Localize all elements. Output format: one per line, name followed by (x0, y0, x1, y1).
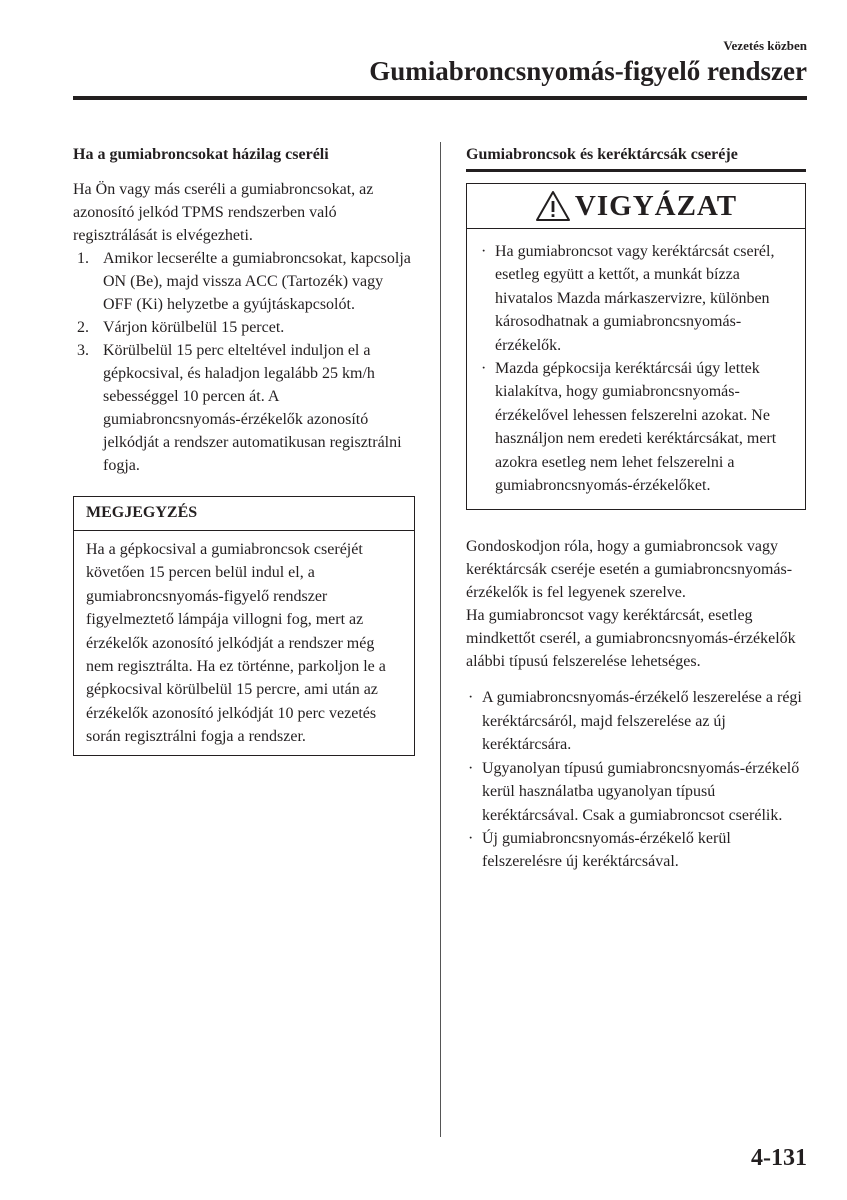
option-item (466, 827, 806, 874)
bullet-icon: · (468, 759, 474, 777)
option-item-text: Új gumiabroncsnyomás-érzékelő kerül felszerelésre új keréktárcsával. (482, 829, 731, 871)
option-item-text: A gumiabroncsnyomás-érzékelő leszerelése a régi keréktárcsáról, majd felszerelése az új keréktárcsára. (482, 689, 802, 754)
step-text: Körülbelül 15 perc elteltével induljon el a gépkocsival, és haladjon legalább 25 km/h sebességgel 10 percen át. A gumiabroncsnyomás-érzékelők azonosító jelkódját a rendszer automatikusan regisztrálni fogja. (103, 342, 402, 474)
step-number: 1. (77, 250, 89, 267)
step-text: Amikor lecserélte a gumiabroncsokat, kapcsolja ON (Be), majd vissza ACC (Tartozék) vagy OFF (Ki) helyzetbe a gyújtáskapcsolót. (103, 250, 411, 313)
step-item (73, 247, 415, 316)
bullet-icon: · (481, 360, 487, 378)
option-item (466, 686, 806, 756)
column-divider (440, 142, 441, 1137)
left-column (73, 144, 415, 756)
intro-paragraph: Ha Ön vagy más cseréli a gumiabroncsokat, az azonosító jelkód TPMS rendszerben való regisztrálását is elvégezheti. (73, 181, 374, 244)
title-rule (73, 96, 807, 100)
page-number: 4-131 (751, 1145, 807, 1171)
option-item-text: Ugyanolyan típusú gumiabroncsnyomás-érzékelő kerül használatba ugyanolyan típusú keréktárcsával. Csak a gumiabroncsot cserélik. (482, 759, 800, 824)
warning-triangle-icon (535, 190, 571, 222)
note-box (73, 496, 415, 756)
step-item (73, 339, 415, 477)
step-number: 2. (77, 319, 89, 336)
option-item (466, 757, 806, 827)
note-title: MEGJEGYZÉS (74, 497, 414, 531)
right-column (466, 144, 806, 874)
caution-body (467, 229, 805, 509)
caution-item (479, 240, 793, 357)
right-heading: Gumiabroncsok és keréktárcsák cseréje (466, 144, 806, 172)
options-list (466, 686, 806, 873)
caution-item-text: Ha gumiabroncsot vagy keréktárcsát cserél, esetleg együtt a kettőt, a munkát bízza hivatalos Mazda márkaszervizre, különben károsodhatnak a gumiabroncsnyomás-érzékelők. (495, 243, 775, 354)
options-paragraph: Ha gumiabroncsot vagy keréktárcsát, esetleg mindkettőt cserél, a gumiabroncsnyomás-érzékelők alábbi típusú felszerelése lehetséges. (466, 607, 796, 671)
page-title: Gumiabroncsnyomás-figyelő rendszer (369, 56, 807, 86)
step-number: 3. (77, 342, 89, 359)
replacement-paragraph: Gondoskodjon róla, hogy a gumiabroncsok vagy keréktárcsák cseréje esetén a gumiabroncsnyomás-érzékelők is fel legyenek szerelve. (466, 538, 793, 602)
note-text: Ha a gépkocsival a gumiabroncsok cseréjét követően 15 percen belül indul el, a gumiabroncsnyomás-figyelő rendszer figyelmeztető lámpája villogni fog, mert az érzékelők azonosító jelkódját a rendszer még nem regisztrálta. Ha ez történne, parkoljon le a gépkocsival körülbelül 15 percre, ami után az érzékelők azonosító jelkódját 10 perc vezetés során regisztrálni fogja a rendszer. (86, 541, 386, 746)
caution-list (479, 240, 793, 497)
section-label: Vezetés közben (723, 38, 807, 53)
steps-list (73, 247, 415, 477)
caution-title: VIGYÁZAT (574, 189, 738, 222)
bullet-icon: · (481, 243, 487, 260)
caution-header (467, 184, 805, 229)
bullet-icon: · (468, 689, 474, 707)
left-heading: Ha a gumiabroncsokat házilag cseréli (73, 146, 329, 163)
caution-item (479, 357, 793, 497)
step-item (73, 316, 415, 339)
caution-item-text: Mazda gépkocsija keréktárcsái úgy lettek kialakítva, hogy gumiabroncsnyomás-érzékelővel lehessen felszerelni azokat. Ne használjon nem eredeti keréktárcsákat, mert azokra esetleg nem lehet felszerelni a gumiabroncsnyomás-érzékelőket. (495, 360, 777, 495)
bullet-icon: · (468, 829, 474, 847)
caution-box (466, 183, 806, 510)
step-text: Várjon körülbelül 15 percet. (103, 319, 285, 336)
